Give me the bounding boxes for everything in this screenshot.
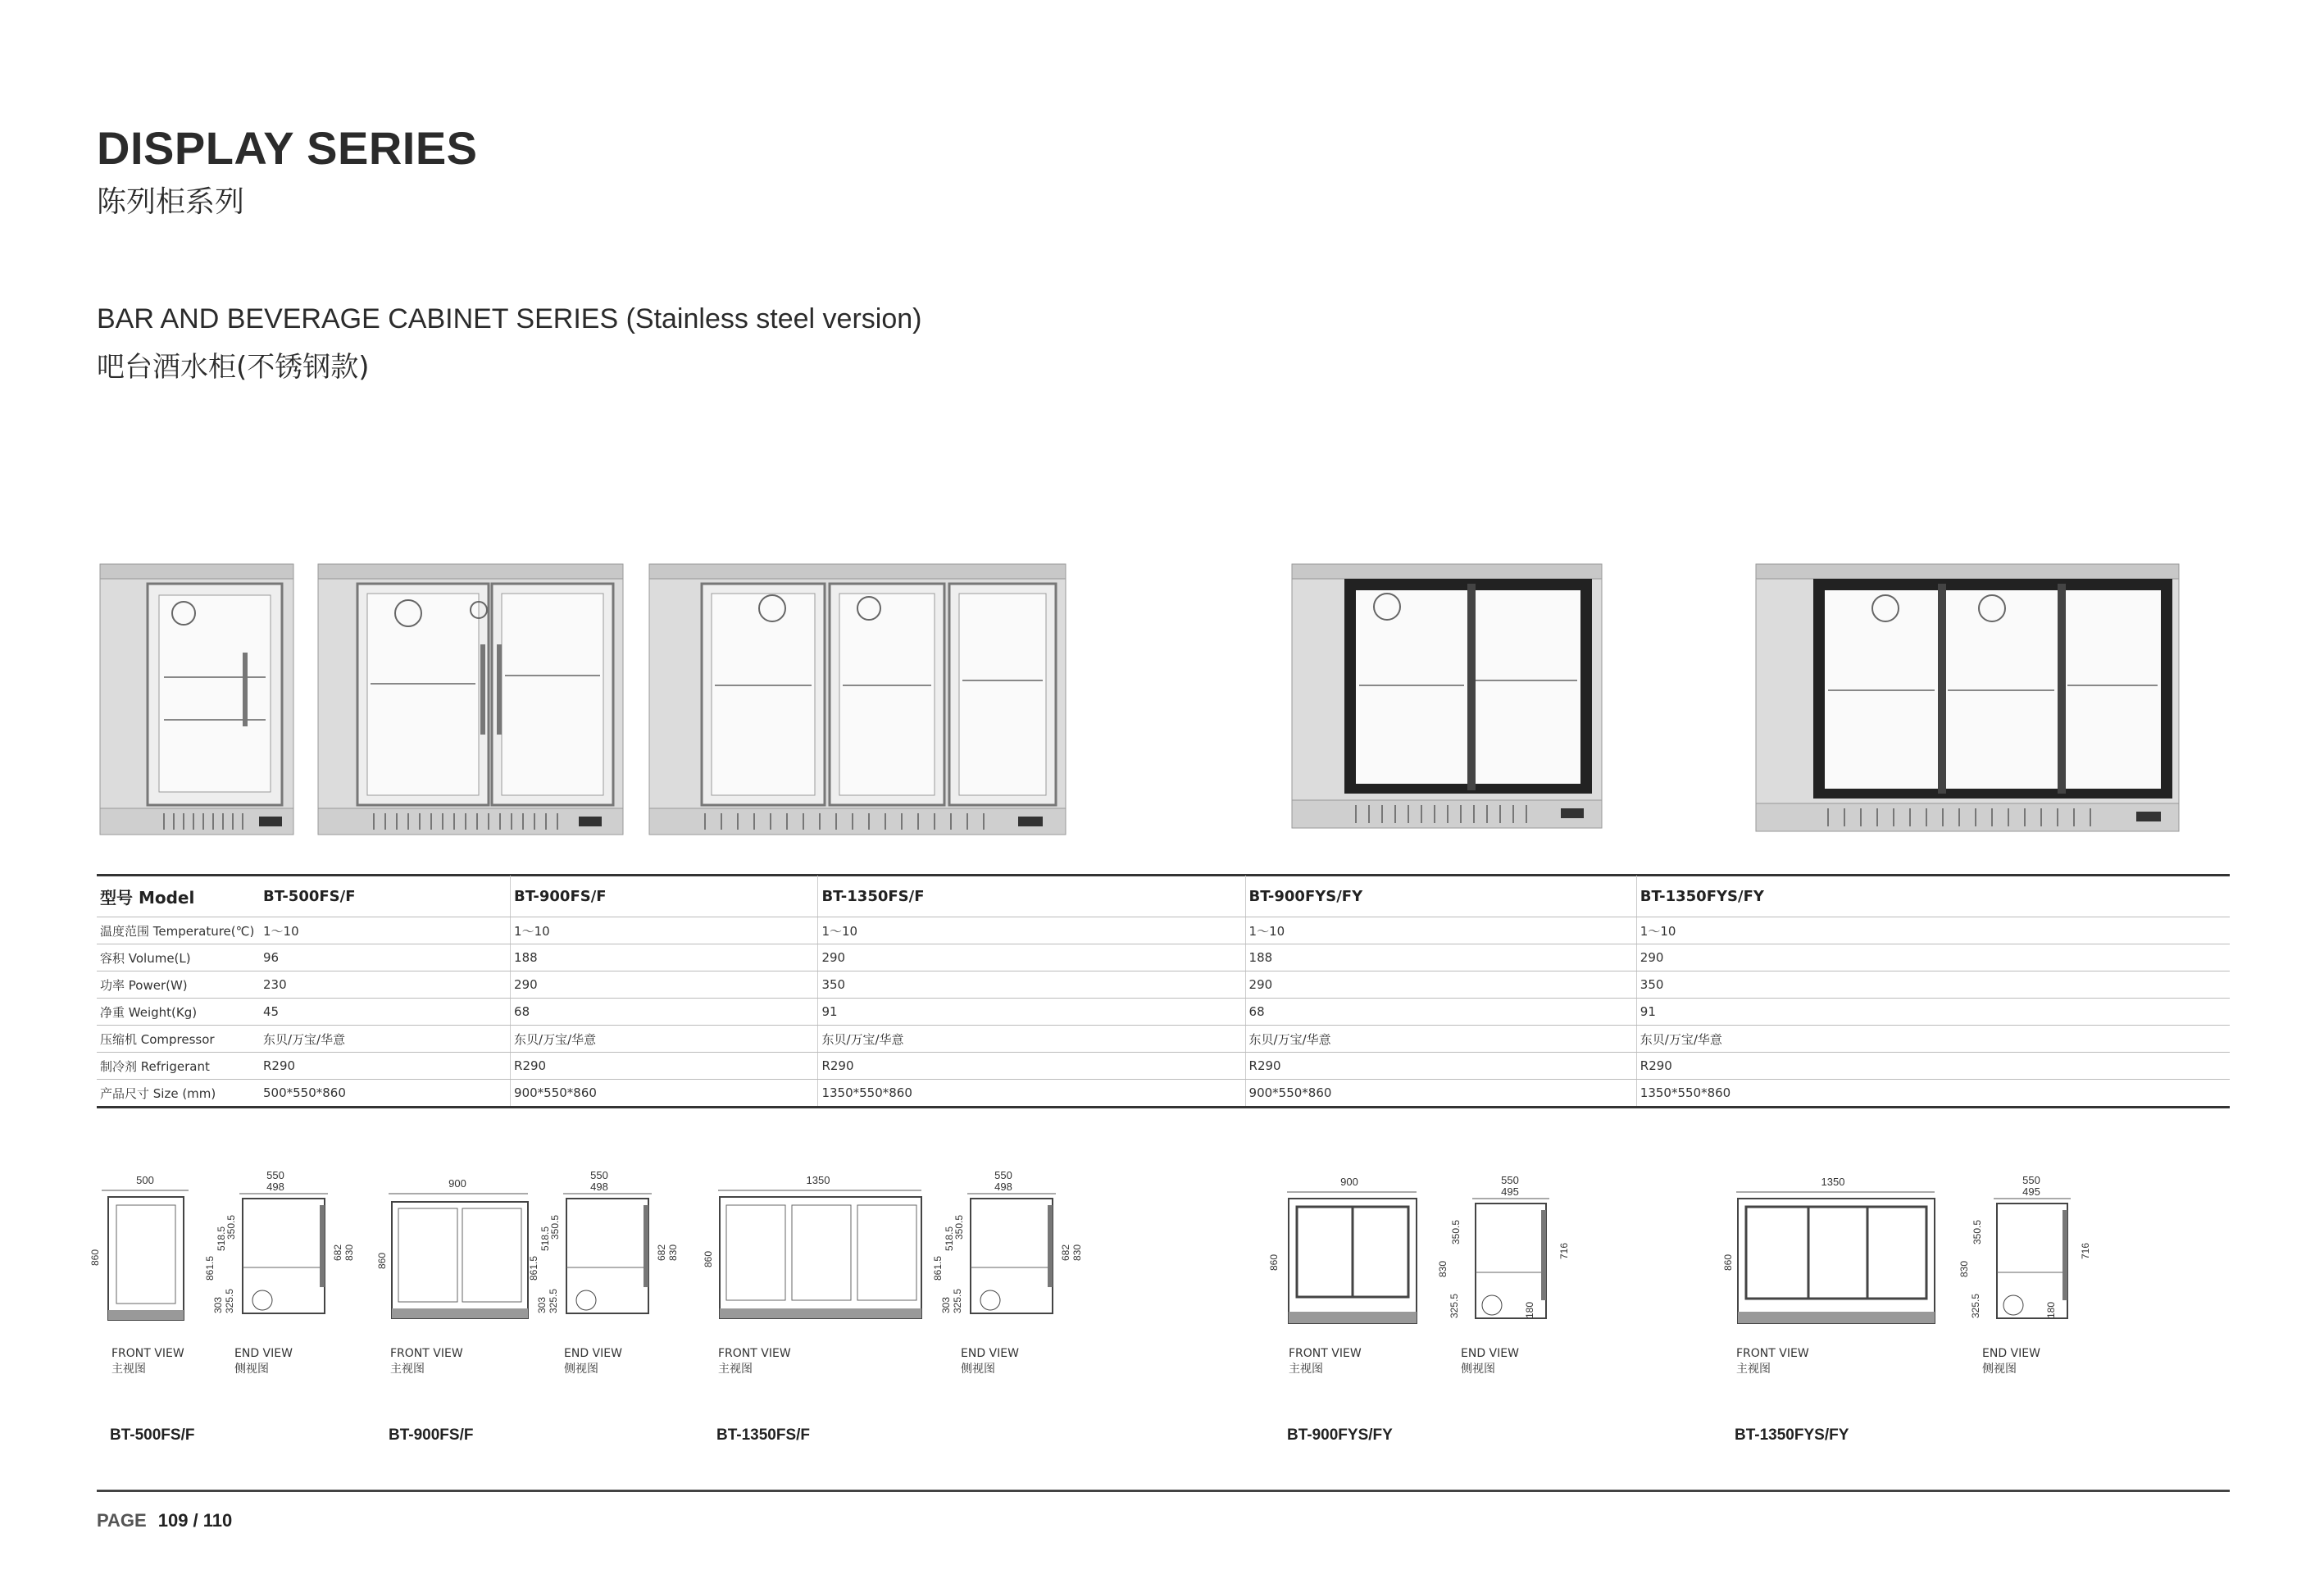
dim-label: 1350	[1821, 1176, 1845, 1188]
dim-label: 303	[940, 1296, 952, 1313]
cell: R290	[1245, 1053, 1636, 1080]
cell: 东贝/万宝/华意	[818, 1026, 1245, 1053]
dim-label: 350.5	[1972, 1219, 1983, 1244]
cell: 290	[511, 971, 818, 999]
row-label: 产品尺寸 Size (mm)	[97, 1080, 260, 1108]
table-row-compressor	[97, 1026, 2230, 1053]
dim-label: 860	[1722, 1254, 1734, 1271]
cell: 290	[1245, 971, 1636, 999]
product-image-bt-500fs	[98, 562, 295, 836]
drawing-model-label: BT-1350FS/F	[716, 1426, 811, 1444]
model-cell: BT-900FS/F	[511, 876, 818, 917]
page-title: DISPLAY SERIES	[97, 122, 478, 174]
dim-label: 500	[136, 1174, 154, 1186]
model-cell: BT-1350FYS/FY	[1636, 876, 2230, 917]
cell: 68	[511, 999, 818, 1026]
cell: 290	[1636, 944, 2230, 971]
dim-label: 860	[89, 1249, 101, 1266]
cell: 1350*550*860	[818, 1080, 1245, 1108]
dim-label: 350.5	[1450, 1219, 1462, 1244]
dim-label: 830	[1437, 1260, 1449, 1277]
end-view-label: END VIEW 侧视图	[234, 1347, 293, 1376]
cell: 500*550*860	[260, 1080, 511, 1108]
model-cell: BT-500FS/F	[260, 876, 511, 917]
dim-label: 900	[1340, 1176, 1358, 1188]
end-view-label: END VIEW 侧视图	[1461, 1347, 1519, 1376]
cell: R290	[818, 1053, 1245, 1080]
cell: 290	[818, 944, 1245, 971]
dim-label: 682	[1060, 1244, 1071, 1261]
section-subtitle-chinese: 吧台酒水柜(不锈钢款)	[97, 351, 370, 384]
front-view-label: FRONT VIEW 主视图	[718, 1347, 791, 1376]
cell: 1～10	[1636, 917, 2230, 944]
table-row-temperature	[97, 917, 2230, 944]
dim-label: 550	[994, 1169, 1012, 1181]
dim-label: 325.5	[224, 1288, 235, 1313]
end-view-drawing-bt-1350fs	[933, 1169, 1089, 1333]
dim-label: 495	[2022, 1185, 2040, 1198]
dim-label: 350.5	[549, 1214, 561, 1240]
cell: 188	[1245, 944, 1636, 971]
dim-label: 716	[1558, 1242, 1570, 1259]
dim-label: 518.5	[216, 1226, 227, 1251]
front-view-label: FRONT VIEW 主视图	[111, 1347, 184, 1376]
dim-label: 861.5	[204, 1255, 216, 1281]
dim-label: 498	[590, 1181, 608, 1193]
cell: 230	[260, 971, 511, 999]
dim-label: 495	[1501, 1185, 1519, 1198]
cell: R290	[1636, 1053, 2230, 1080]
row-label: 温度范围 Temperature(℃)	[97, 917, 260, 944]
dim-label: 550	[590, 1169, 608, 1181]
page-number: PAGE 109 / 110	[97, 1510, 233, 1531]
cell: 东贝/万宝/华意	[260, 1026, 511, 1053]
row-label: 容积 Volume(L)	[97, 944, 260, 971]
row-label: 压缩机 Compressor	[97, 1026, 260, 1053]
dim-label: 325.5	[1449, 1293, 1460, 1318]
dim-label: 550	[266, 1169, 284, 1181]
dim-label: 350.5	[225, 1214, 237, 1240]
cell: R290	[511, 1053, 818, 1080]
cell: 350	[1636, 971, 2230, 999]
table-header-row	[97, 876, 2230, 917]
spec-table	[97, 876, 2230, 1108]
end-view-label: END VIEW 侧视图	[564, 1347, 622, 1376]
drawing-model-label: BT-900FS/F	[389, 1426, 474, 1444]
dim-label: 550	[2022, 1174, 2040, 1186]
row-label: 净重 Weight(Kg)	[97, 999, 260, 1026]
header-label: 型号 Model	[97, 876, 260, 917]
cell: 1～10	[511, 917, 818, 944]
dim-label: 860	[703, 1250, 714, 1267]
dim-label: 518.5	[944, 1226, 955, 1251]
front-view-label: FRONT VIEW 主视图	[1289, 1347, 1362, 1376]
table-row-refrigerant	[97, 1053, 2230, 1080]
dim-label: 350.5	[953, 1214, 965, 1240]
drawing-model-label: BT-500FS/F	[110, 1426, 195, 1444]
dim-label: 830	[343, 1244, 355, 1261]
product-image-bt-1350fys	[1754, 562, 2181, 833]
dim-label: 518.5	[539, 1226, 551, 1251]
dim-label: 303	[536, 1296, 548, 1313]
product-image-bt-900fs	[316, 562, 625, 836]
cell: 1～10	[818, 917, 1245, 944]
end-view-drawing-bt-1350fys	[1948, 1174, 2103, 1338]
dim-label: 325.5	[548, 1288, 559, 1313]
end-view-label: END VIEW 侧视图	[961, 1347, 1019, 1376]
end-view-label: END VIEW 侧视图	[1982, 1347, 2040, 1376]
table-row-volume	[97, 944, 2230, 971]
end-view-drawing-bt-500fs	[205, 1169, 361, 1333]
front-view-drawing-bt-900fys	[1267, 1174, 1423, 1338]
cell: 91	[1636, 999, 2230, 1026]
dim-label: 861.5	[528, 1255, 539, 1281]
cell: 东贝/万宝/华意	[511, 1026, 818, 1053]
dim-label: 830	[667, 1244, 679, 1261]
cell: 900*550*860	[511, 1080, 818, 1108]
front-view-label: FRONT VIEW 主视图	[390, 1347, 463, 1376]
table-row-weight	[97, 999, 2230, 1026]
dim-label: 900	[448, 1177, 466, 1190]
cell: 91	[818, 999, 1245, 1026]
dim-label: 498	[994, 1181, 1012, 1193]
cell: 东贝/万宝/华意	[1245, 1026, 1636, 1053]
end-view-drawing-bt-900fs	[529, 1169, 684, 1333]
dim-label: 498	[266, 1181, 284, 1193]
dim-label: 303	[212, 1296, 224, 1313]
cell: R290	[260, 1053, 511, 1080]
cell: 900*550*860	[1245, 1080, 1636, 1108]
dim-label: 860	[1268, 1254, 1280, 1271]
drawing-model-label: BT-900FYS/FY	[1287, 1426, 1393, 1444]
cell: 1～10	[260, 917, 511, 944]
section-subtitle: BAR AND BEVERAGE CABINET SERIES (Stainless steel version)	[97, 303, 922, 334]
product-image-bt-900fys	[1290, 562, 1603, 830]
cell: 188	[511, 944, 818, 971]
dim-label: 716	[2080, 1242, 2091, 1259]
dim-label: 325.5	[952, 1288, 963, 1313]
end-view-drawing-bt-900fys	[1426, 1174, 1582, 1338]
dim-label: 860	[376, 1252, 388, 1269]
cell: 1350*550*860	[1636, 1080, 2230, 1108]
dim-label: 550	[1501, 1174, 1519, 1186]
row-label: 功率 Power(W)	[97, 971, 260, 999]
cell: 1～10	[1245, 917, 1636, 944]
dim-label: 861.5	[932, 1255, 944, 1281]
model-cell: BT-1350FS/F	[818, 876, 1245, 917]
cell: 96	[260, 944, 511, 971]
dim-label: 830	[1958, 1260, 1970, 1277]
front-view-drawing-bt-1350fs	[703, 1169, 925, 1333]
dim-label: 1350	[806, 1174, 830, 1186]
dim-label: 682	[332, 1244, 343, 1261]
front-view-drawing-bt-900fs	[377, 1169, 533, 1333]
drawing-model-label: BT-1350FYS/FY	[1735, 1426, 1849, 1444]
dim-label: 180	[1524, 1301, 1535, 1318]
cell: 东贝/万宝/华意	[1636, 1026, 2230, 1053]
front-view-drawing-bt-500fs	[89, 1169, 198, 1333]
page-title-chinese: 陈列柜系列	[97, 185, 245, 219]
table-row-size	[97, 1080, 2230, 1108]
front-view-label: FRONT VIEW 主视图	[1736, 1347, 1809, 1376]
footer-rule	[97, 1490, 2230, 1492]
dim-label: 325.5	[1970, 1293, 1981, 1318]
cell: 350	[818, 971, 1245, 999]
product-image-bt-1350fs	[648, 562, 1067, 836]
table-row-power	[97, 971, 2230, 999]
cell: 68	[1245, 999, 1636, 1026]
front-view-drawing-bt-1350fys	[1722, 1174, 1941, 1338]
dim-label: 682	[656, 1244, 667, 1261]
dim-label: 830	[1071, 1244, 1083, 1261]
model-cell: BT-900FYS/FY	[1245, 876, 1636, 917]
dim-label: 180	[2045, 1301, 2057, 1318]
cell: 45	[260, 999, 511, 1026]
row-label: 制冷剂 Refrigerant	[97, 1053, 260, 1080]
